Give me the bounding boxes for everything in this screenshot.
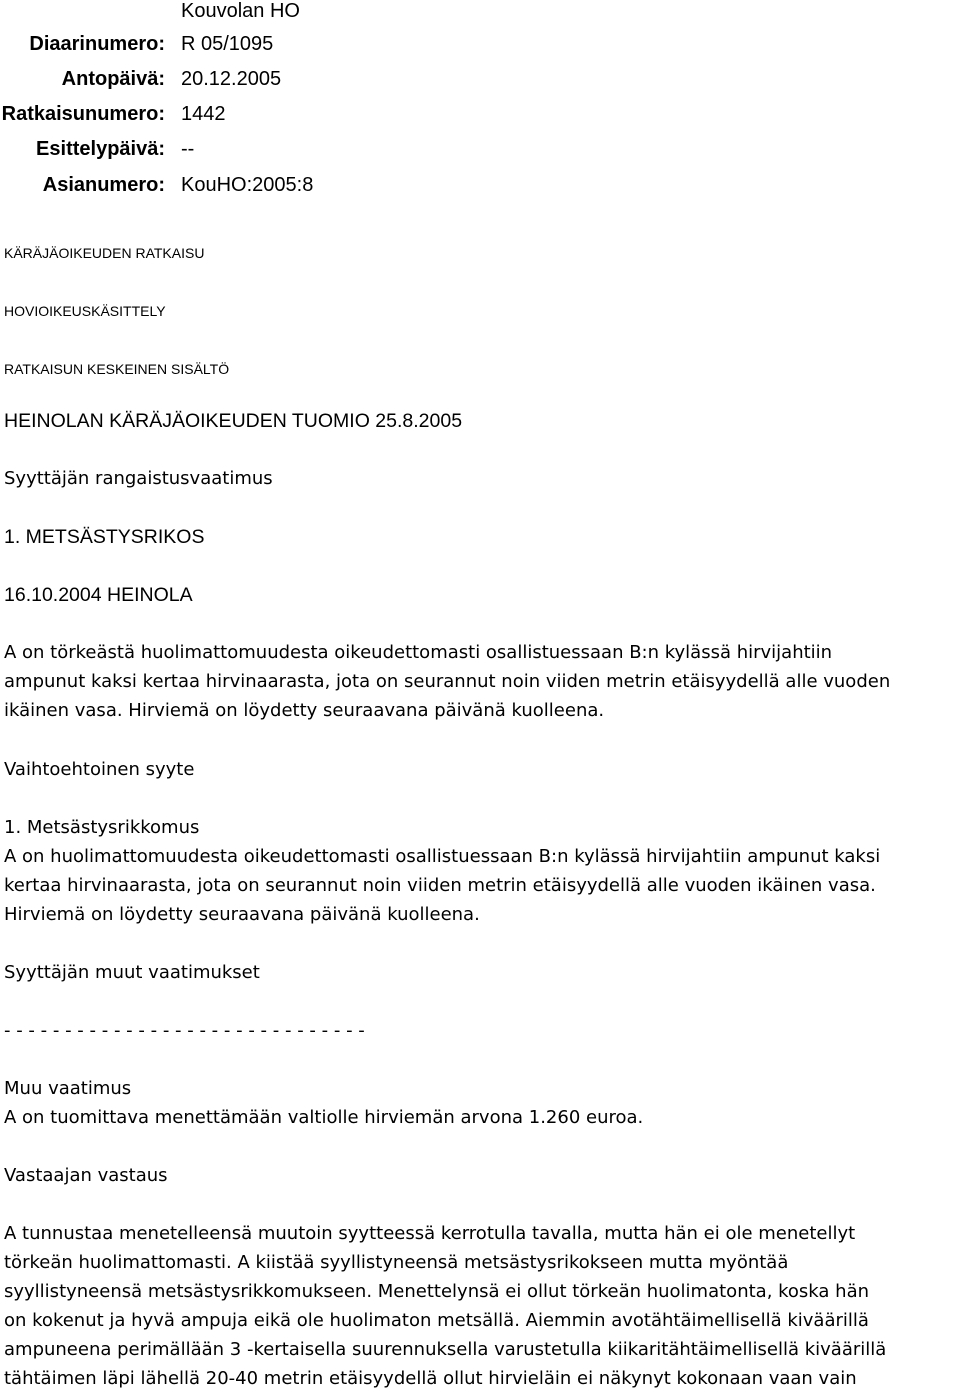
defendant-response-paragraph: A tunnustaa menetelleensä muutoin syytteessä kerrotulla tavalla, mutta hän ei ole menetellyt törkeän huolimattomasti. A kiistää syyllistyneensä metsästysrikokseen mutta myöntää syyllistyneensä metsästysrikkomukseen. Menettelynsä ei ollut törkeän huolimatonta, koska hän on kokenut ja hyvä ampuja eikä ole huolimaton metsällä. Aiemmin avotähtäimellisellä kiväärillä ampuneena perimällään 3 -kertaisella suurennuksella varustetulla kiikaritähtäimellisellä kiväärillä tähtäimen läpi lähellä 20-40 metrin etäisyydellä ollut hirvieläin ei näkynyt kokonaan vaan vain bbox=[4, 1223, 887, 1389]
field-label: Diaarinumero: bbox=[29, 33, 165, 55]
field-label: Antopäivä: bbox=[61, 68, 165, 90]
field-value: 20.12.2005 bbox=[181, 68, 282, 90]
court-name: Kouvolan HO bbox=[181, 0, 300, 22]
charge-title: 1. METSÄSTYSRIKOS bbox=[4, 526, 205, 548]
charge-description-paragraph: A on törkeästä huolimattomuudesta oikeudettomasti osallistuessaan B:n kylässä hirvijahtiin ampunut kaksi kertaa hirvinaarasta, jota on seurannut noin viiden metrin etäisyydellä alle vuoden ikäinen vasa. Hirviemä on löydetty seuraavana päivänä kuolleena. bbox=[4, 642, 891, 721]
field-row-diaarinumero bbox=[0, 33, 960, 63]
field-value: R 05/1095 bbox=[181, 33, 274, 55]
field-value: -- bbox=[181, 138, 195, 160]
subheading-vastaajan-vastaus: Vastaajan vastaus bbox=[4, 1165, 168, 1186]
subheading-syyttajan-muut-vaatimukset: Syyttäjän muut vaatimukset bbox=[4, 962, 260, 983]
subheading-vaihtoehtoinen-syyte: Vaihtoehtoinen syyte bbox=[4, 759, 195, 780]
section-heading-karajaoikeuden-ratkaisu: KÄRÄJÄOIKEUDEN RATKAISU bbox=[4, 245, 205, 261]
field-row-esittelypaiva bbox=[0, 138, 960, 168]
section-heading-hovioikeuskasittely: HOVIOIKEUSKÄSITTELY bbox=[4, 303, 166, 319]
other-claim-paragraph: Muu vaatimus A on tuomittava menettämään valtiolle hirviemän arvona 1.260 euroa. bbox=[4, 1078, 644, 1128]
field-row-asianumero bbox=[0, 174, 960, 204]
field-label: Asianumero: bbox=[42, 174, 165, 196]
dashed-separator: - - - - - - - - - - - - - - - - - - - - - - - - - - - - - - bbox=[4, 1020, 365, 1041]
field-value: KouHO:2005:8 bbox=[181, 174, 314, 196]
date-place: 16.10.2004 HEINOLA bbox=[4, 584, 193, 606]
field-label: Ratkaisunumero: bbox=[1, 103, 165, 125]
field-label: Esittelypäivä: bbox=[36, 138, 165, 160]
judgment-heading: HEINOLAN KÄRÄJÄOIKEUDEN TUOMIO 25.8.2005 bbox=[4, 410, 463, 432]
alternative-charge-paragraph: 1. Metsästysrikkomus A on huolimattomuudesta oikeudettomasti osallistuessaan B:n kylässä hirvijahtiin ampunut kaksi kertaa hirvinaarasta, jota on seurannut noin viiden metrin etäisyydellä alle vuoden ikäinen vasa. Hirviemä on löydetty seuraavana päivänä kuolleena. bbox=[4, 817, 881, 925]
field-row-ratkaisunumero bbox=[0, 103, 960, 133]
field-value: 1442 bbox=[181, 103, 226, 125]
subheading-syyttajan-rangaistusvaatimus: Syyttäjän rangaistusvaatimus bbox=[4, 468, 273, 489]
section-heading-ratkaisun-keskeinen-sisalto: RATKAISUN KESKEINEN SISÄLTÖ bbox=[4, 361, 230, 377]
field-row-antopaiva bbox=[0, 68, 960, 98]
